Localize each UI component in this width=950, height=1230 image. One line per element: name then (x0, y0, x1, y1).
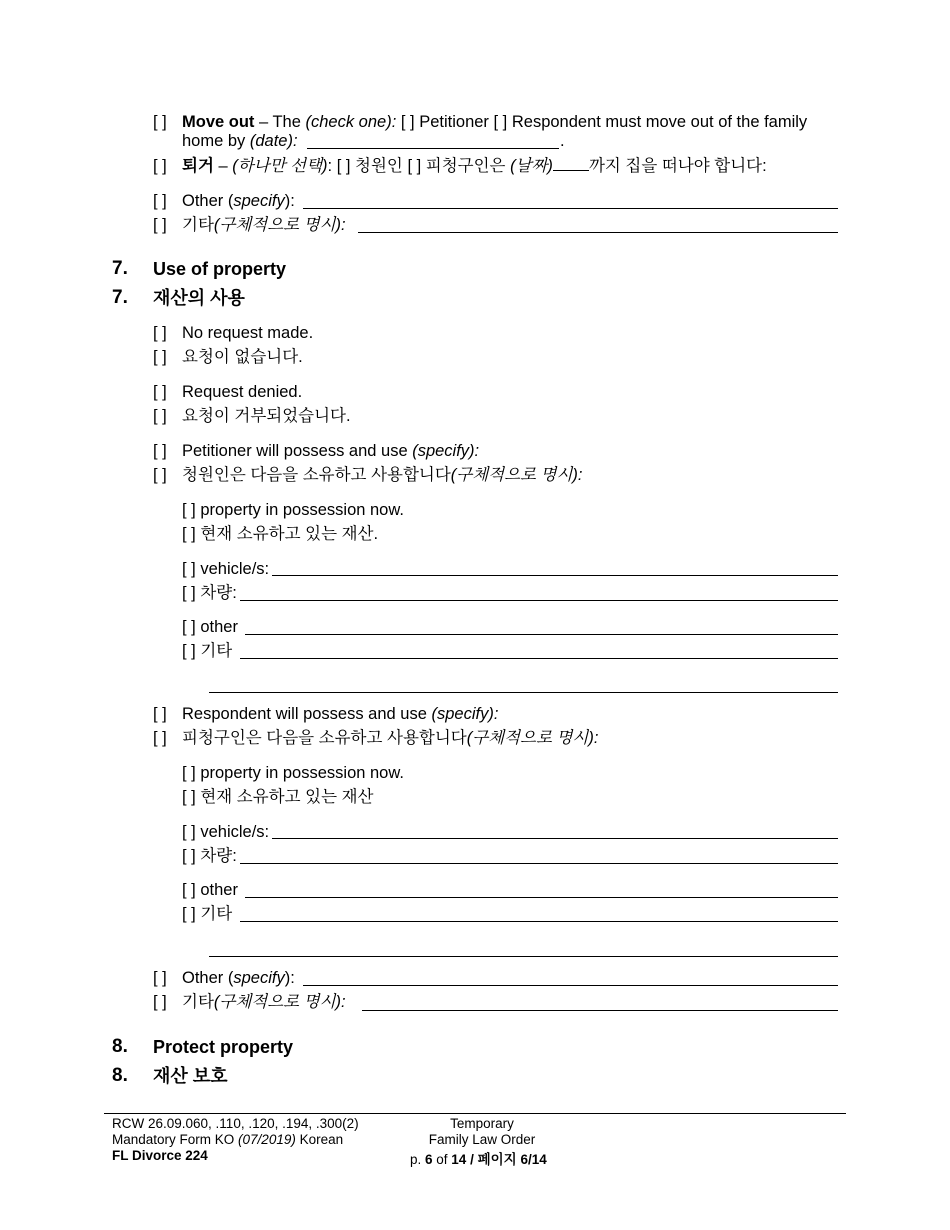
other-1-specify: specify (233, 192, 285, 210)
checkbox-request-denied-ko[interactable]: [ ] (153, 407, 167, 425)
checkbox-respondent-use[interactable]: [ ] (153, 705, 167, 723)
respondent-use-ko-specify: (구체적으로 명시): (466, 729, 599, 747)
pet-other-ko-field[interactable] (240, 658, 838, 659)
res-other-ko-field[interactable] (240, 921, 838, 922)
section-8-title-ko: 재산 보호 (153, 1066, 228, 1086)
res-vehicle-option-ko[interactable]: [ ] 차량: (182, 847, 237, 865)
pet-possession-option[interactable]: [ ] property in possession now. (182, 501, 404, 519)
res-other-option-ko[interactable]: [ ] 기타 (182, 905, 233, 923)
move-out-ko-options[interactable]: : [ ] 청원인 [ ] 피청구인은 (327, 157, 511, 175)
pet-vehicle-option[interactable]: [ ] vehicle/s: (182, 560, 270, 578)
res-possession-option[interactable]: [ ] property in possession now. (182, 764, 404, 782)
other-2-ko-specify: (구체적으로 명시): (213, 993, 346, 1011)
res-vehicle-ko-field[interactable] (240, 863, 838, 864)
footer-page-sep: / 페이지 (466, 1152, 521, 1167)
pet-other-option[interactable]: [ ] other (182, 618, 238, 636)
move-out-ko-select: (하나만 선택) (232, 157, 328, 175)
move-out-options[interactable]: [ ] Petitioner [ ] Respondent must move out of the family (396, 113, 808, 131)
move-out-date-label: (date): (249, 132, 298, 150)
checkbox-other-2-ko[interactable]: [ ] (153, 993, 167, 1011)
move-out-ko-end: 까지 집을 떠나야 합니다: (588, 157, 767, 175)
move-out-ko-date: (날짜) (510, 157, 553, 175)
footer-title-line1: Temporary (450, 1116, 514, 1131)
checkbox-move-out-ko[interactable]: [ ] (153, 157, 167, 175)
footer-mandatory-lang: Korean (295, 1132, 344, 1147)
other-1-ko-field[interactable] (358, 232, 838, 233)
move-out-home-by: home by (182, 132, 250, 150)
pet-other-field[interactable] (245, 634, 838, 635)
checkbox-other-1-ko[interactable]: [ ] (153, 216, 167, 234)
checkbox-respondent-use-ko[interactable]: [ ] (153, 729, 167, 747)
res-vehicle-option[interactable]: [ ] vehicle/s: (182, 823, 270, 841)
other-1-text-a: Other ( (182, 192, 234, 210)
respondent-use-text: Respondent will possess and use (182, 705, 432, 723)
pet-possession-option-ko[interactable]: [ ] 현재 소유하고 있는 재산. (182, 525, 379, 543)
no-request-ko-label: 요청이 없습니다. (182, 348, 303, 366)
checkbox-move-out[interactable]: [ ] (153, 113, 167, 131)
other-2-text-a: Other ( (182, 969, 234, 987)
other-1-text-b: ): (284, 192, 295, 210)
petitioner-use-label (182, 441, 479, 461)
res-extra-field[interactable] (209, 956, 838, 957)
move-out-check-one: (check one): (305, 113, 397, 131)
other-2-ko-label (182, 992, 346, 1012)
footer-mandatory (112, 1132, 343, 1148)
other-1-ko-specify: (구체적으로 명시): (213, 216, 346, 234)
move-out-line1 (182, 112, 807, 132)
petitioner-use-ko-text: 청원인은 다음을 소유하고 사용합니다 (182, 466, 451, 484)
pet-vehicle-field[interactable] (272, 575, 838, 576)
res-vehicle-field[interactable] (272, 838, 838, 839)
pet-vehicle-ko-field[interactable] (240, 600, 838, 601)
checkbox-no-request-ko[interactable]: [ ] (153, 348, 167, 366)
checkbox-request-denied[interactable]: [ ] (153, 383, 167, 401)
other-2-ko-field[interactable] (362, 1010, 838, 1011)
other-2-text-b: ): (284, 969, 295, 987)
checkbox-petitioner-use-ko[interactable]: [ ] (153, 466, 167, 484)
move-out-ko-date-field[interactable] (553, 156, 589, 171)
section-7-number: 7. (112, 258, 128, 279)
other-2-field[interactable] (303, 985, 838, 986)
other-2-specify: specify (233, 969, 285, 987)
move-out-dash: – The (254, 113, 306, 131)
res-other-option[interactable]: [ ] other (182, 881, 238, 899)
move-out-date-field[interactable] (307, 148, 559, 149)
move-out-label: Move out (182, 113, 255, 131)
move-out-ko-dash: – (213, 157, 233, 175)
respondent-use-specify: (specify): (431, 705, 499, 723)
section-8-number: 8. (112, 1036, 128, 1057)
move-out-period: . (560, 132, 565, 150)
petitioner-use-text: Petitioner will possess and use (182, 442, 413, 460)
section-8-number-ko: 8. (112, 1065, 128, 1086)
checkbox-other-2[interactable]: [ ] (153, 969, 167, 987)
other-1-ko-label (182, 215, 346, 235)
petitioner-use-ko-label (182, 465, 583, 485)
footer-mandatory-date: (07/2019) (238, 1132, 296, 1147)
respondent-use-ko-text: 피청구인은 다음을 소유하고 사용합니다 (182, 729, 467, 747)
footer-page-number (410, 1152, 547, 1168)
footer-rcw: RCW 26.09.060, .110, .120, .194, .300(2) (112, 1116, 359, 1131)
footer-page-of: of (432, 1152, 452, 1167)
other-2-ko-text: 기타 (182, 993, 214, 1011)
petitioner-use-specify: (specify): (412, 442, 480, 460)
petitioner-use-ko-specify: (구체적으로 명시): (450, 466, 583, 484)
checkbox-petitioner-use[interactable]: [ ] (153, 442, 167, 460)
footer-page-ko: 6/14 (520, 1152, 547, 1167)
footer-page-total: 14 (451, 1152, 467, 1167)
other-1-ko-text: 기타 (182, 216, 214, 234)
other-1-field[interactable] (303, 208, 838, 209)
pet-other-option-ko[interactable]: [ ] 기타 (182, 642, 233, 660)
move-out-line2 (182, 131, 298, 151)
pet-vehicle-option-ko[interactable]: [ ] 차량: (182, 584, 237, 602)
footer-form-id: FL Divorce 224 (112, 1148, 208, 1163)
other-1-label (182, 191, 295, 211)
request-denied-ko-label: 요청이 거부되었습니다. (182, 407, 351, 425)
respondent-use-label (182, 704, 498, 724)
move-out-ko-label: 퇴거 (182, 157, 214, 175)
res-other-field[interactable] (245, 897, 838, 898)
footer-title-line2: Family Law Order (428, 1132, 536, 1147)
footer-page-prefix: p. (410, 1152, 426, 1167)
footer-rule (104, 1113, 846, 1114)
section-7-number-ko: 7. (112, 287, 128, 308)
footer-page-current: 6 (425, 1152, 433, 1167)
checkbox-no-request[interactable]: [ ] (153, 324, 167, 342)
footer-mandatory-text: Mandatory Form KO (112, 1132, 239, 1147)
request-denied-label: Request denied. (182, 383, 303, 401)
section-7-title-ko: 재산의 사용 (153, 288, 245, 308)
section-7-title: Use of property (153, 259, 287, 279)
pet-extra-field[interactable] (209, 692, 838, 693)
move-out-ko-line (182, 156, 767, 176)
res-possession-option-ko[interactable]: [ ] 현재 소유하고 있는 재산 (182, 788, 374, 806)
no-request-label: No request made. (182, 324, 314, 342)
checkbox-other-1[interactable]: [ ] (153, 192, 167, 210)
respondent-use-ko-label (182, 728, 598, 748)
other-2-label (182, 968, 295, 988)
section-8-title: Protect property (153, 1037, 294, 1057)
